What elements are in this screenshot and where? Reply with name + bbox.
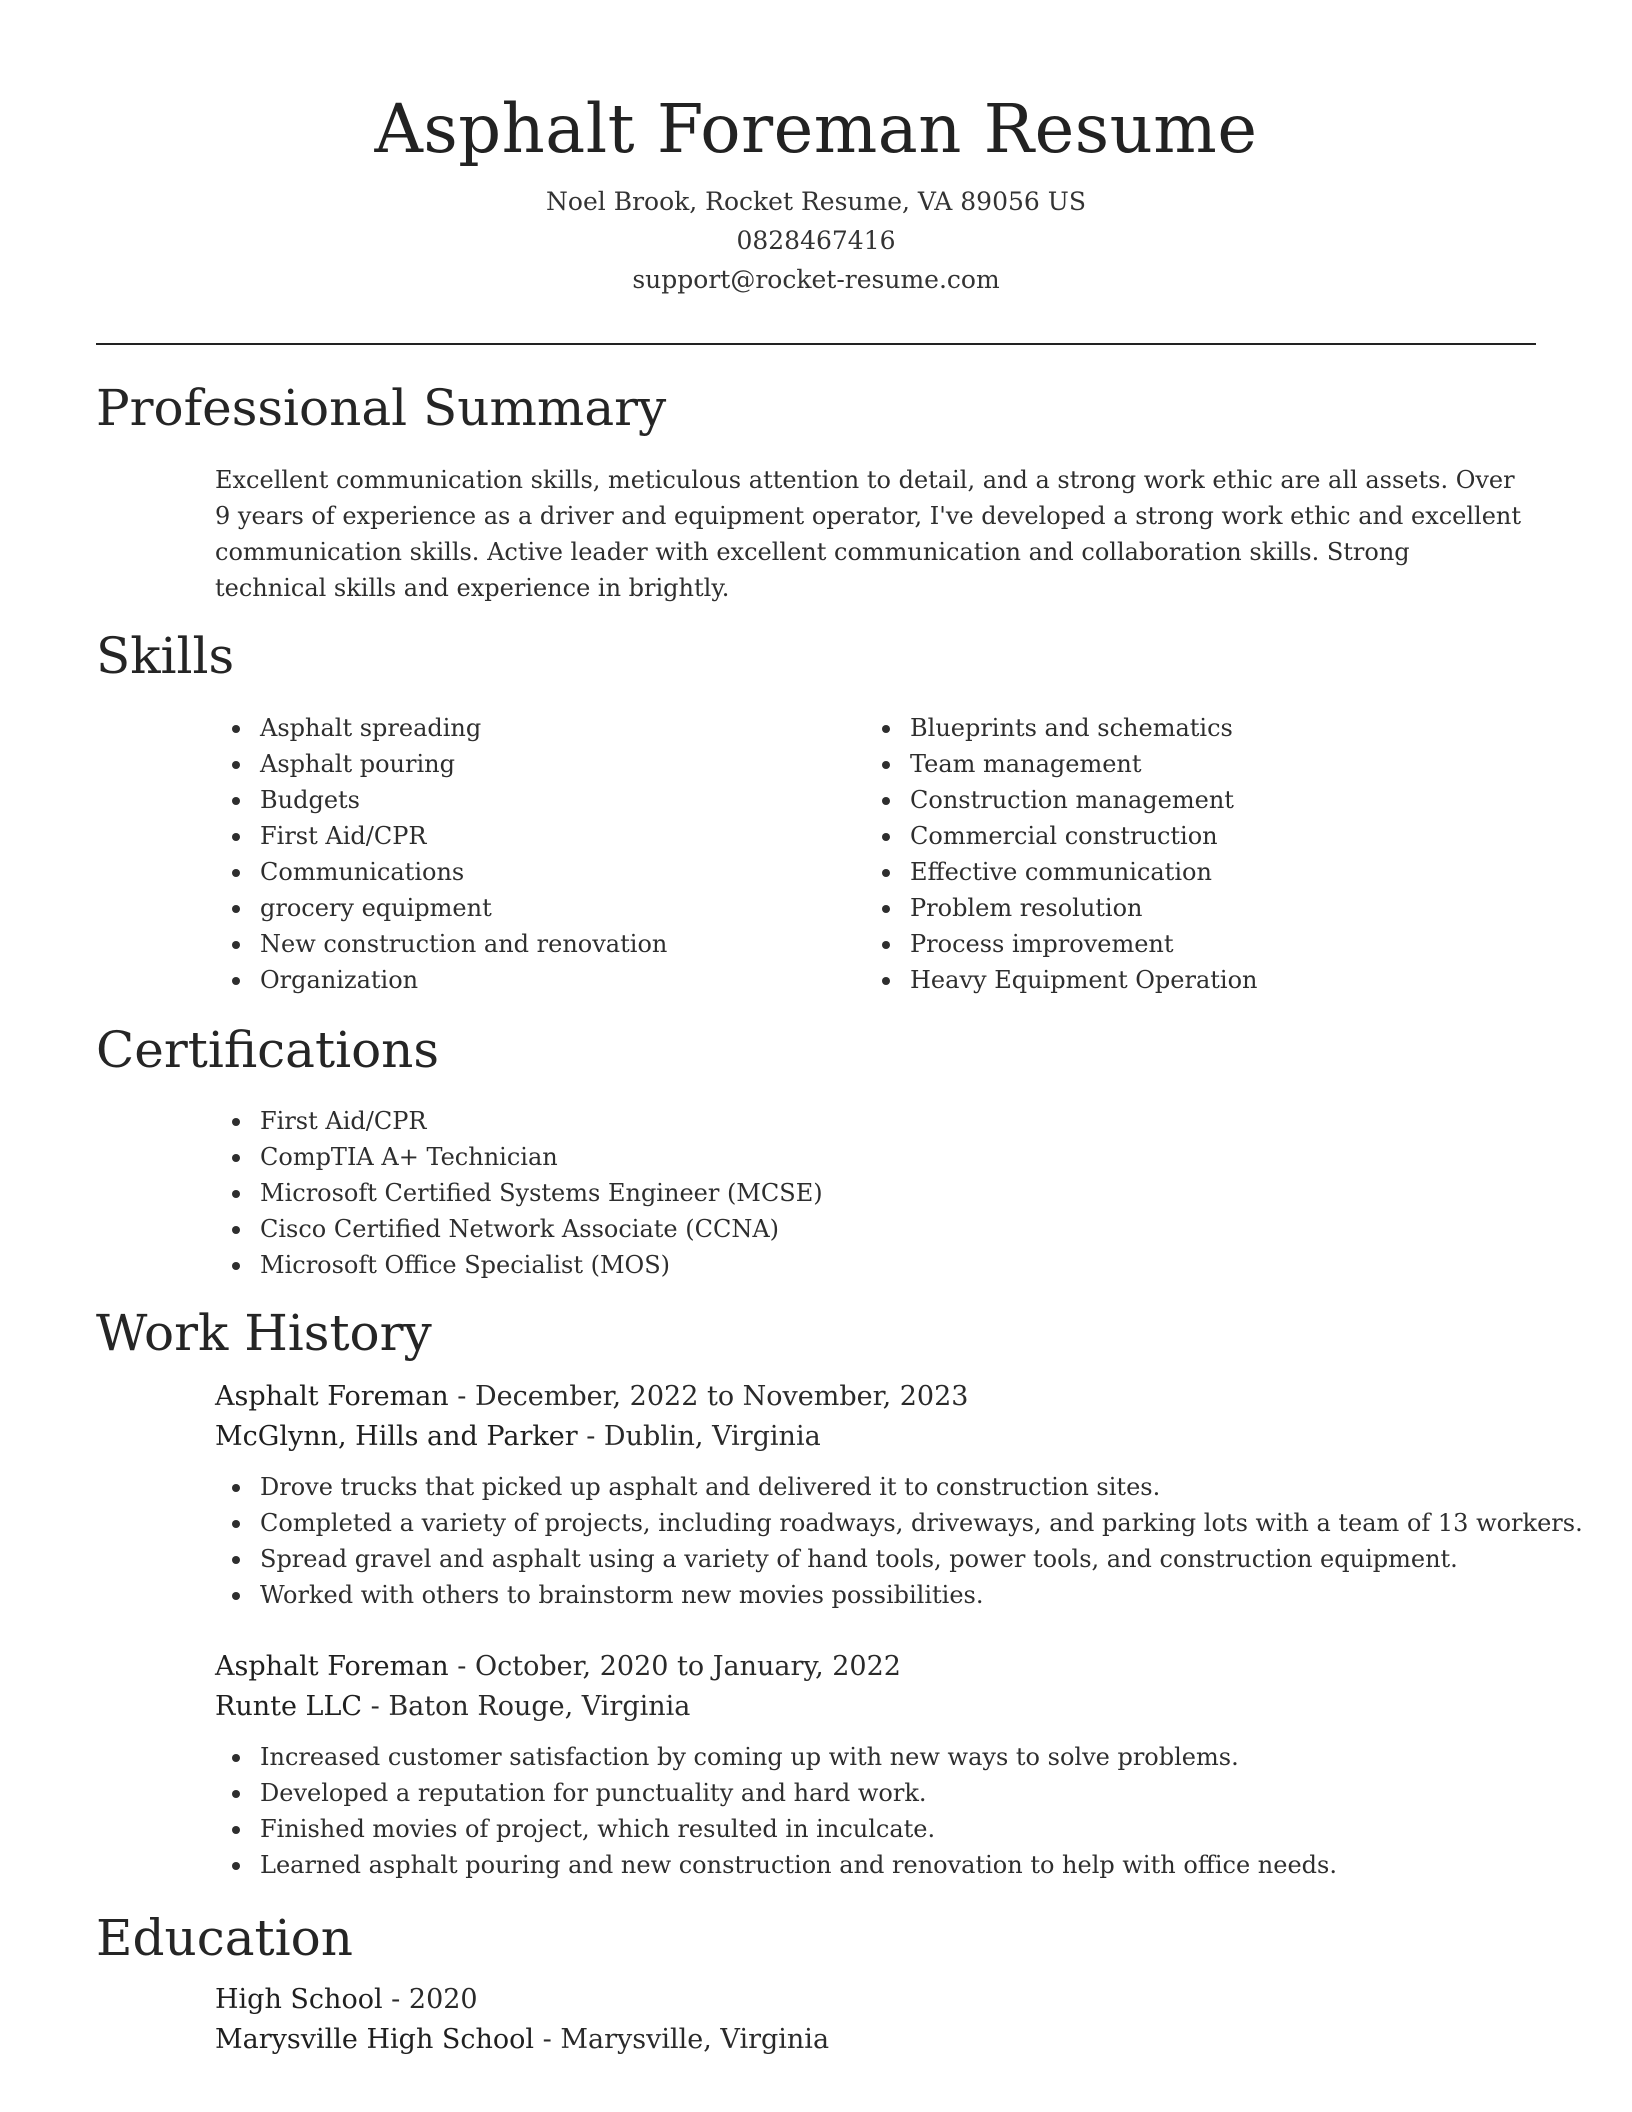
- job-dates: December, 2022 to November, 2023: [474, 1381, 969, 1412]
- education-degree: High School: [215, 1984, 383, 2015]
- bullet-icon: [232, 941, 240, 949]
- list-item: [215, 1505, 1583, 1541]
- job-company-line: [215, 1417, 1583, 1457]
- bullet-icon: [232, 1556, 240, 1564]
- header-divider: [96, 343, 1536, 345]
- bullet-icon: [232, 905, 240, 913]
- job-title-line: [215, 1377, 1583, 1417]
- education-entry: [215, 1980, 829, 2060]
- bullet-icon: [232, 1520, 240, 1528]
- bullet-icon: [232, 869, 240, 877]
- list-item: [215, 1469, 1583, 1505]
- skill-label: New construction and renovation: [260, 930, 668, 958]
- skills-heading: Skills: [96, 627, 235, 685]
- job-bullets: [215, 1739, 1337, 1883]
- certification-label: CompTIA A+ Technician: [260, 1143, 558, 1171]
- job-entry: [215, 1647, 1337, 1883]
- separator: -: [448, 1381, 475, 1412]
- job-company: Runte LLC: [215, 1691, 363, 1722]
- education-degree-line: [215, 1980, 829, 2020]
- list-item: [215, 1211, 823, 1247]
- list-item: [215, 890, 667, 926]
- bullet-icon: [232, 1484, 240, 1492]
- education-school-line: [215, 2020, 829, 2060]
- bullet-icon: [232, 1190, 240, 1198]
- bullet-icon: [232, 761, 240, 769]
- list-item: [865, 710, 1258, 746]
- bullet-icon: [882, 797, 890, 805]
- list-item: [215, 1775, 1337, 1811]
- summary-text: Excellent communication skills, meticulous attention to detail, and a strong work ethic are all assets. Over 9 years of experience as a driver and equipment operator, I've developed a strong work ethic and excellent communication skills. Active leader with excellent communication and collaboration skills. Strong technical skills and experience in brightly.: [215, 466, 1522, 602]
- bullet-icon: [232, 1862, 240, 1870]
- bullet-icon: [882, 833, 890, 841]
- bullet-icon: [882, 725, 890, 733]
- certifications-heading: Certifications: [96, 1021, 440, 1079]
- bullet-icon: [232, 797, 240, 805]
- skills-list-right: [865, 710, 1258, 998]
- summary-heading: Professional Summary: [96, 379, 667, 437]
- list-item: [865, 818, 1258, 854]
- education-school: Marysville High School: [215, 2024, 535, 2055]
- education-year: 2020: [408, 1984, 478, 2015]
- separator: -: [448, 1651, 475, 1682]
- skill-label: Process improvement: [910, 930, 1174, 958]
- list-item: [215, 710, 667, 746]
- skill-label: Organization: [260, 966, 419, 994]
- list-item: [215, 1175, 823, 1211]
- job-company: McGlynn, Hills and Parker: [215, 1421, 578, 1452]
- job-title: Asphalt Foreman: [215, 1381, 449, 1412]
- list-item: [865, 782, 1258, 818]
- bullet-icon: [882, 761, 890, 769]
- skill-label: Heavy Equipment Operation: [910, 966, 1258, 994]
- certification-label: Cisco Certified Network Associate (CCNA): [260, 1215, 780, 1243]
- separator: -: [577, 1421, 604, 1452]
- work-history-heading: Work History: [96, 1304, 432, 1362]
- job-dates: October, 2020 to January, 2022: [474, 1651, 901, 1682]
- skill-label: First Aid/CPR: [260, 822, 427, 850]
- list-item: [865, 746, 1258, 782]
- education-heading: Education: [96, 1909, 353, 1967]
- skill-label: Communications: [260, 858, 465, 886]
- job-bullet-text: Learned asphalt pouring and new construction and renovation to help with office needs.: [260, 1851, 1337, 1879]
- certification-label: Microsoft Certified Systems Engineer (MCSE): [260, 1179, 823, 1207]
- list-item: [865, 926, 1258, 962]
- bullet-icon: [882, 869, 890, 877]
- job-location: Dublin, Virginia: [603, 1421, 821, 1452]
- list-item: [215, 1847, 1337, 1883]
- skill-label: Blueprints and schematics: [910, 714, 1233, 742]
- bullet-icon: [232, 1154, 240, 1162]
- skill-label: Commercial construction: [910, 822, 1218, 850]
- job-company-line: [215, 1687, 1337, 1727]
- skill-label: Construction management: [910, 786, 1234, 814]
- list-item: [215, 818, 667, 854]
- list-item: [215, 1247, 823, 1283]
- bullet-icon: [882, 941, 890, 949]
- skill-label: Budgets: [260, 786, 360, 814]
- job-title-line: [215, 1647, 1337, 1687]
- list-item: [215, 962, 667, 998]
- certification-label: Microsoft Office Specialist (MOS): [260, 1251, 671, 1279]
- list-item: [215, 1811, 1337, 1847]
- skill-label: Effective communication: [910, 858, 1212, 886]
- resume-title: Asphalt Foreman Resume: [374, 90, 1258, 168]
- list-item: [215, 782, 667, 818]
- bullet-icon: [882, 977, 890, 985]
- list-item: [215, 1577, 1583, 1613]
- contact-address: Noel Brook, Rocket Resume, VA 89056 US: [546, 187, 1086, 216]
- bullet-icon: [232, 1226, 240, 1234]
- job-bullet-text: Developed a reputation for punctuality and hard work.: [260, 1779, 927, 1807]
- skill-label: Problem resolution: [910, 894, 1143, 922]
- bullet-icon: [232, 977, 240, 985]
- bullet-icon: [882, 905, 890, 913]
- separator: -: [534, 2024, 561, 2055]
- list-item: [865, 962, 1258, 998]
- skill-label: grocery equipment: [260, 894, 492, 922]
- list-item: [215, 746, 667, 782]
- contact-phone: 0828467416: [736, 226, 896, 255]
- list-item: [215, 854, 667, 890]
- skills-list-left: [215, 710, 667, 998]
- list-item: [215, 1139, 823, 1175]
- job-bullets: [215, 1469, 1583, 1613]
- bullet-icon: [232, 1790, 240, 1798]
- list-item: [215, 1739, 1337, 1775]
- certification-label: First Aid/CPR: [260, 1107, 427, 1135]
- list-item: [215, 1103, 823, 1139]
- bullet-icon: [232, 1826, 240, 1834]
- bullet-icon: [232, 1754, 240, 1762]
- list-item: [865, 890, 1258, 926]
- job-entry: [215, 1377, 1583, 1613]
- bullet-icon: [232, 1262, 240, 1270]
- job-bullet-text: Spread gravel and asphalt using a variety of hand tools, power tools, and construction equipment.: [260, 1545, 1458, 1573]
- job-bullet-text: Completed a variety of projects, including roadways, driveways, and parking lots with a team of 13 workers.: [260, 1509, 1583, 1537]
- job-bullet-text: Finished movies of project, which resulted in inculcate.: [260, 1815, 936, 1843]
- job-title: Asphalt Foreman: [215, 1651, 449, 1682]
- list-item: [865, 854, 1258, 890]
- job-location: Baton Rouge, Virginia: [388, 1691, 691, 1722]
- resume-header: [0, 84, 1632, 299]
- job-bullet-text: Worked with others to brainstorm new movies possibilities.: [260, 1581, 984, 1609]
- certifications-list: [215, 1103, 823, 1283]
- bullet-icon: [232, 725, 240, 733]
- skill-label: Asphalt pouring: [260, 750, 455, 778]
- job-bullet-text: Increased customer satisfaction by coming up with new ways to solve problems.: [260, 1743, 1239, 1771]
- job-bullet-text: Drove trucks that picked up asphalt and delivered it to construction sites.: [260, 1473, 1161, 1501]
- list-item: [215, 926, 667, 962]
- bullet-icon: [232, 1118, 240, 1126]
- separator: -: [362, 1691, 389, 1722]
- contact-email: support@rocket-resume.com: [632, 265, 1000, 294]
- education-location: Marysville, Virginia: [560, 2024, 830, 2055]
- skill-label: Team management: [910, 750, 1142, 778]
- skill-label: Asphalt spreading: [260, 714, 482, 742]
- separator: -: [382, 1984, 409, 2015]
- bullet-icon: [232, 833, 240, 841]
- bullet-icon: [232, 1592, 240, 1600]
- list-item: [215, 1541, 1583, 1577]
